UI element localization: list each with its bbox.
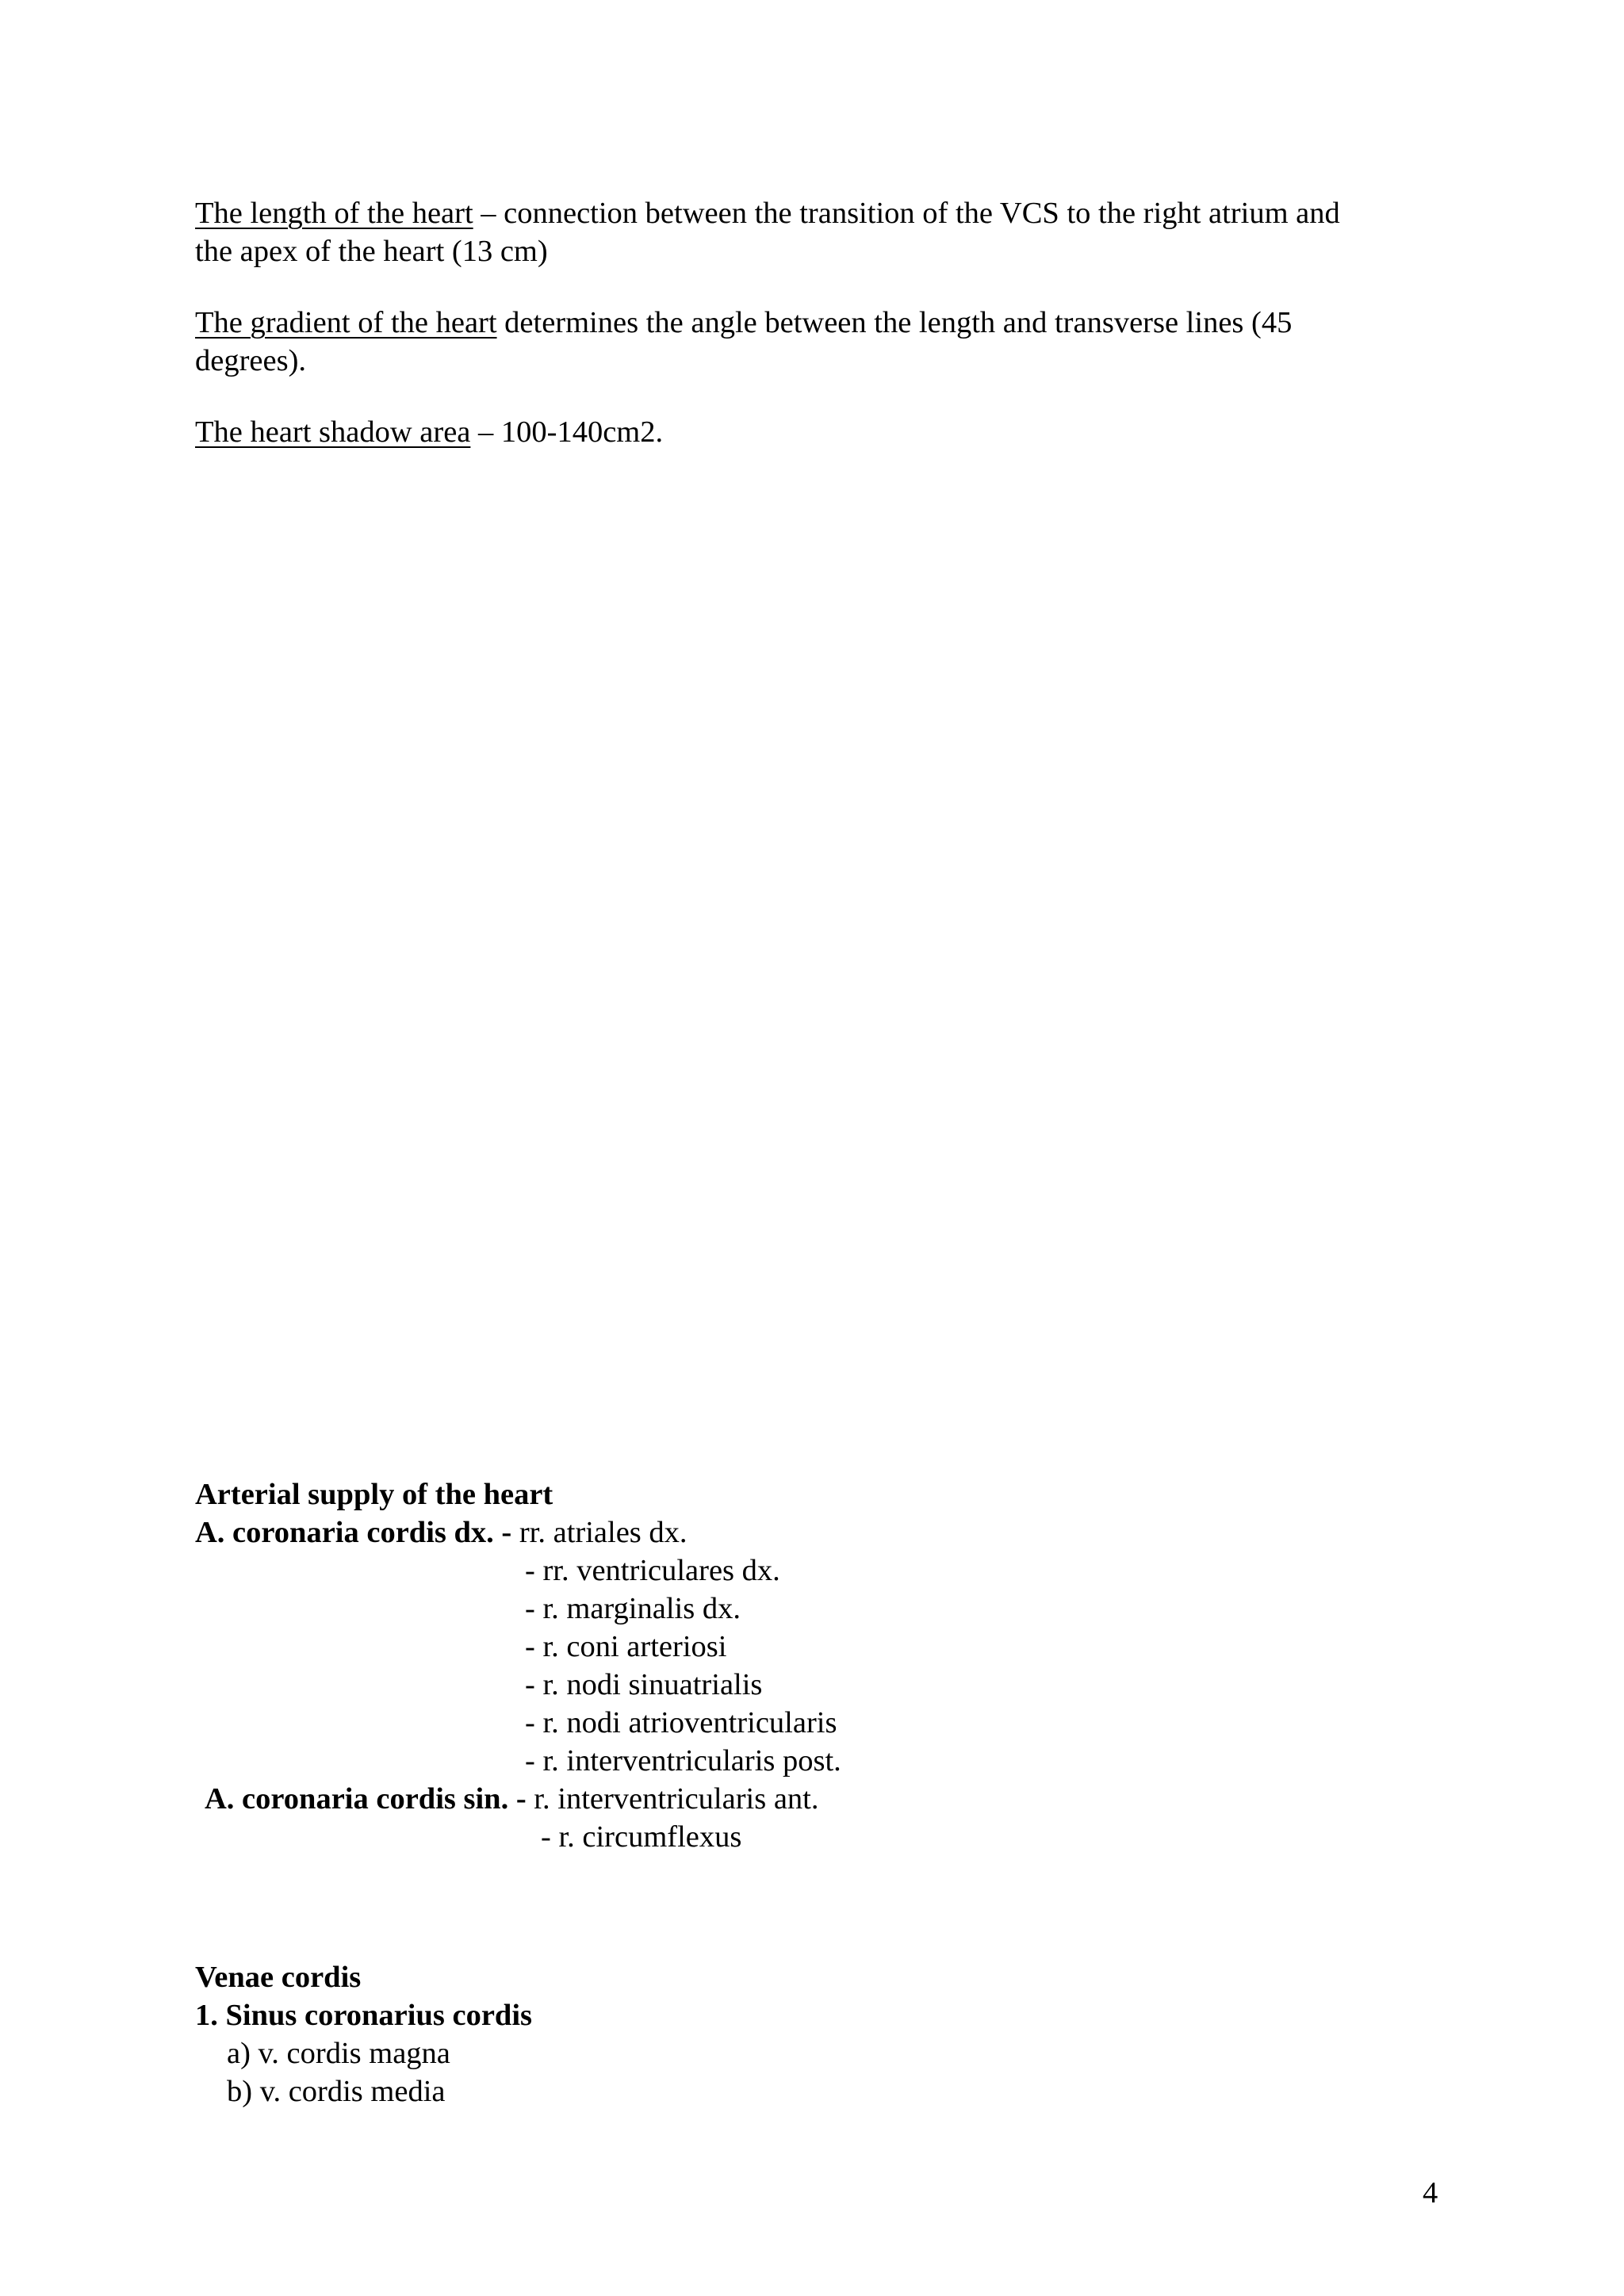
- definition-term: The gradient of the heart: [195, 306, 497, 339]
- artery-branch: - r. nodi sinuatrialis: [525, 1668, 763, 1701]
- veins-subheading: 1. Sinus coronarius cordis: [195, 1999, 533, 2032]
- artery-sin-row: [205, 1780, 819, 1818]
- vein-item: a) v. cordis magna: [227, 2037, 450, 2070]
- vein-item: b) v. cordis media: [227, 2075, 446, 2108]
- definition-length-cont: [195, 232, 548, 270]
- artery-branch: - r. nodi atrioventricularis: [525, 1706, 837, 1739]
- definition-text: – 100-140cm2.: [470, 415, 664, 449]
- definition-gradient: [195, 304, 1292, 342]
- arterial-heading: Arterial supply of the heart: [195, 1478, 553, 1511]
- definition-text: determines the angle between the length and transverse lines (45: [496, 306, 1293, 339]
- definition-text: – connection between the transition of the VCS to the right atrium and: [473, 197, 1340, 230]
- artery-branch: rr. atriales dx.: [519, 1516, 688, 1549]
- definition-text: the apex of the heart (13 cm): [195, 235, 548, 268]
- artery-branch: r. interventricularis ant.: [534, 1782, 819, 1816]
- artery-branch: - r. interventricularis post.: [525, 1744, 841, 1777]
- artery-dx-row: [195, 1513, 688, 1552]
- artery-branch: - r. circumflexus: [541, 1820, 742, 1854]
- definition-term: The heart shadow area: [195, 415, 471, 449]
- definition-shadow-area: [195, 413, 663, 451]
- artery-sin-label: A. coronaria cordis sin. -: [205, 1782, 527, 1816]
- definition-text: degrees).: [195, 344, 307, 377]
- artery-branch: - r. marginalis dx.: [525, 1592, 741, 1625]
- definition-length: [195, 194, 1340, 232]
- artery-branch: - r. coni arteriosi: [525, 1630, 727, 1663]
- definition-term: The length of the heart: [195, 197, 473, 230]
- artery-dx-label: A. coronaria cordis dx. -: [195, 1516, 512, 1549]
- page-number: 4: [1423, 2176, 1438, 2210]
- veins-heading: Venae cordis: [195, 1961, 362, 1994]
- artery-branch: - rr. ventriculares dx.: [525, 1554, 780, 1587]
- definition-gradient-cont: [195, 342, 306, 380]
